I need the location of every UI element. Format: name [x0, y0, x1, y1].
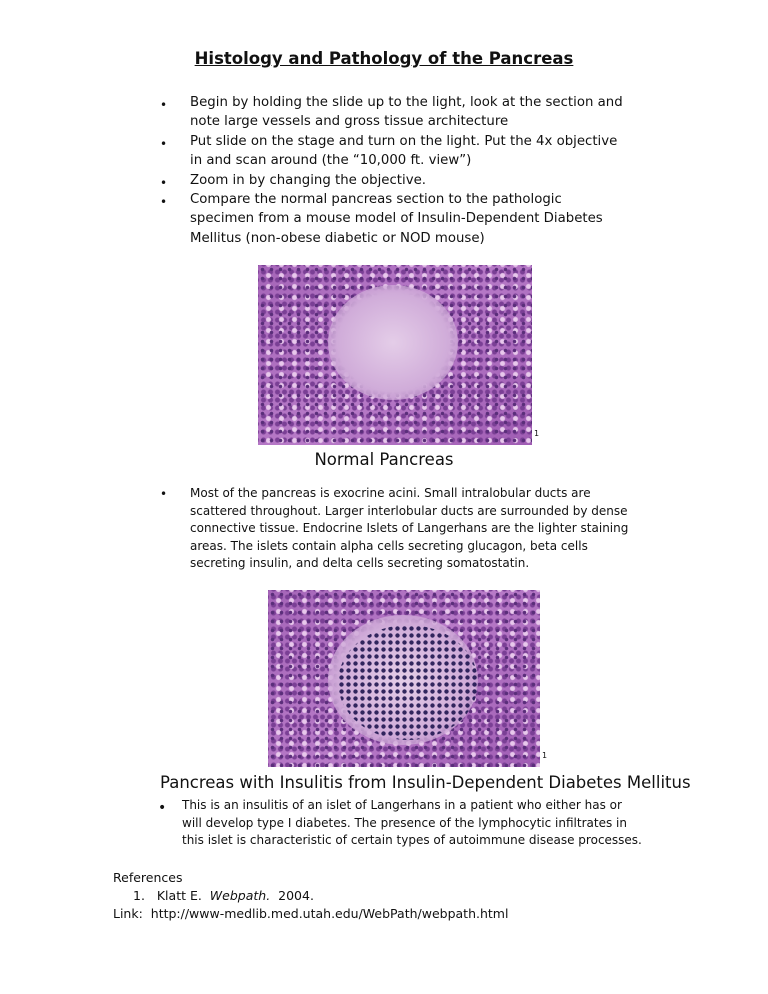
link-label: Link:: [113, 906, 143, 921]
bullet: •: [158, 800, 167, 816]
insulitis-image: [268, 590, 540, 767]
list-item: Compare the normal pancreas section to the pathologic specimen from a mouse model of Insulin-Dependent Diabetes Mellitus (non-obese diabetic or NOD mouse): [190, 192, 603, 246]
bullet: •: [160, 98, 168, 112]
lymphocytic-infiltrate: [338, 625, 478, 740]
normal-pancreas-image: [258, 265, 532, 445]
bullet: •: [160, 195, 168, 209]
figure-caption: Normal Pancreas: [314, 450, 454, 469]
reference-item: [113, 887, 508, 905]
reference-number: 1.: [133, 888, 145, 903]
figure-caption: Pancreas with Insulitis from Insulin-Dependent Diabetes Mellitus: [160, 773, 691, 792]
reference-link-line: [113, 905, 508, 923]
reference-work: Webpath.: [209, 888, 271, 903]
reference-author: Klatt E.: [156, 888, 202, 903]
references-heading: References: [113, 870, 183, 885]
list-item: Begin by holding the slide up to the light, look at the section and note large vessels and gross tissue architecture: [190, 95, 623, 130]
references: [113, 869, 508, 923]
insulitis-description: This is an insulitis of an islet of Langerhans in a patient who either has or will develop type I diabetes. The presence of the lymphocytic infiltrates in this islet is characteristic of certain types of autoimmune disease processes.: [182, 798, 642, 847]
normal-description: Most of the pancreas is exocrine acini. Small intralobular ducts are scattered throughout. Larger interlobular ducts are surrounded by dense connective tissue. Endocrine Islets of Langerhans are the lighter staining areas. The islets contain alpha cells secreting glucagon, beta cells secreting insulin, and delta cells secreting somatostatin.: [190, 486, 629, 570]
figure-reference: 1: [534, 429, 540, 438]
bullet: •: [160, 176, 168, 190]
reference-year: 2004.: [278, 888, 314, 903]
bullet: •: [160, 487, 168, 501]
reference-link[interactable]: http://www-medlib.med.utah.edu/WebPath/webpath.html: [150, 906, 509, 921]
islet: [328, 285, 458, 400]
list-item: Zoom in by changing the objective.: [190, 173, 426, 188]
figure-reference: 1: [542, 751, 548, 760]
bullet: •: [160, 137, 168, 151]
page-title: Histology and Pathology of the Pancreas: [194, 49, 574, 68]
list-item: Put slide on the stage and turn on the light. Put the 4x objective in and scan around (the “10,000 ft. view”): [190, 134, 618, 169]
